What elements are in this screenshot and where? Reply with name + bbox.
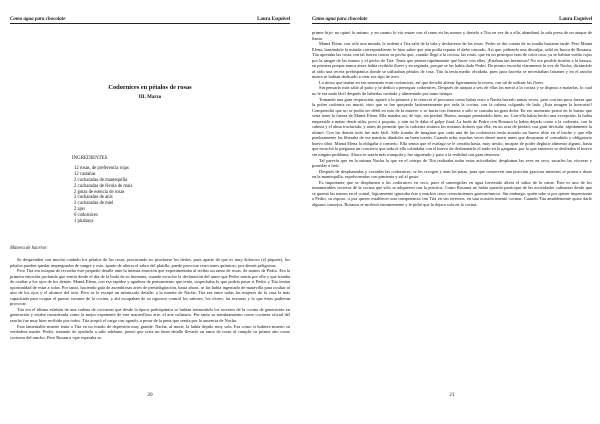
body-paragraph: Mamá Elena, con sólo una mirada, le ordenó a Tita salir de la sala y deshacerse de las rosas. Pedro se dio cuenta de su osadía bastante tarde. Pero Mamá Elena, lanzándole la mirada correspondiente, le hizo saber que aún podía reparar el daño causado. Así que, pidiendo una disculpa, salió en busca de Rosaura. Tita apretaba las rosas con tal fuerza contra su pecho que, cuando llegó a la cocina, las rosas, que en un principio eran de color rosa, ya se habían vuelto rojas por la sangre de las manos y el pecho de Tita. Tenía que pensar rápidamente qué hacer con ellas. ¡Estaban tan hermosas! No era posible tirarlas a la basura, en primera porque nunca antes había recibido flores y en segunda, porque se las había dado Pedro. De pronto escuchó claramente la voz de Nacha, dictándole al oído una receta prehispánica donde se utilizaban pétalos de rosa. Tita la tenía medio olvidada, pues para hacerla se necesitaban faisanes y en el rancho nunca se habían dedicado a criar ese tipo de aves.: [312, 41, 592, 80]
chapter-title: Codornices en pétalos de rosas: [108, 84, 192, 91]
ingredient-item: 1 pitahaya: [74, 219, 94, 225]
chapter-subtitle: III. Marzo: [138, 95, 162, 100]
ingredients-list: [72, 166, 132, 225]
ingredient-item: 2 gotas de esencia de rosas: [74, 189, 125, 195]
ingredient-item: 2 ajos: [74, 207, 86, 213]
page-number: 20: [147, 392, 153, 398]
body-paragraph: Pero Tita era incapaz de recordar este pequeño detalle ante la intensa emoción que experimentaba al recibir un ramo de rosas, de manos de Pedro. Era la primera emoción profunda que sentía desde el día de la boda de su hermana, cuando escuchó la declaración del amor que Pedro sentía por ella y que trataba de ocultar a los ojos de los demás. Mamá Elena, con esa rapidez y agudeza de pensamiento que tenía, sospechaba lo que podría pasar si Pedro y Tita tenían oportunidad de estar a solas. Por tanto, haciendo gala de asombrosas artes de prestidigitación, hasta ahora, se las había ingeniado de maravilla para ocultar al uno de los ojos y el alcance del otro. Pero se le escapó un minúsculo detalle: a la muerte de Nacha, Tita era entre todas las mujeres de la casa la más capacitada para ocupar el puesto vacante de la cocina, y ahí escapaban de su riguroso control los sabores, los olores, las texturas y lo que éstas pudieran provocar.: [10, 268, 290, 307]
body-paragraph: Tal parecía que en la misma Nacha la que en el cuerpo de Tita realizaba todas estas actividades: desplumar las aves en seco, sacarles las vísceras y ponerlas a freír.: [312, 157, 592, 169]
right-page: [310, 0, 594, 424]
left-page-header: [10, 17, 290, 24]
body-paragraph: Tita era el último eslabón de una cadena de cocineras que desde la época prehispánica se habían transmitido los secretos de la cocina de generación en generación y estaba considerada como la mejor exponente de este maravilloso arte, el arte culinario. Por tanto su nombramiento como cocinera oficial del rancho fue muy bien recibido por todos. Tita aceptó el cargo con agrado, a pesar de la pena que sentía por la ausencia de Nacha.: [10, 306, 290, 324]
header-author: Laura Esquivel: [257, 17, 290, 22]
ingredient-item: 12 rosas, de preferencia rojas: [74, 165, 129, 171]
ingredients-heading: INGREDIENTES: [72, 156, 108, 161]
ingredient-item: 6 codornices: [74, 213, 98, 219]
ingredient-item: 2 cucharadas de miel: [74, 201, 114, 207]
body-paragraph: Después de desplumadas y vaciadas las codornices, se les recogen y atan las patas, para que conserven una posición graciosa mientras se ponen a dorar en la mantequilla, espolvoreadas con pimienta y sal al gusto.: [312, 168, 592, 180]
ingredient-item: 2 cucharadas de anís: [74, 195, 113, 201]
body-paragraph: Es importante que se desplumen a las codornices en seco, pues el sumergirlas en agua hirviendo altera el sabor de la carne. Éste es uno de los innumerables secretos de la cocina que sólo se adquieren con la práctica. Como Rosaura no había querido participar de las actividades culinarias desde que se quemó las manos en el comal, lógicamente ignoraba éste y muchos otros conocimientos gastronómicos. Sin embargo, quién sabe si por querer impresionar a Pedro, su esposo, o por querer establecer una competencia con Tita en sus terrenos, en una ocasión intentó cocinar. Cuando Tita amablemente quiso darle algunos consejos, Rosaura se molestó enormemente y le pidió que la dejara sola en la cocina.: [312, 179, 592, 207]
left-page-body: [10, 257, 290, 340]
ingredient-item: 2 cucharadas de fécula de maíz: [74, 183, 133, 189]
ingredient-item: 2 cucharadas de mantequilla: [74, 177, 128, 183]
header-book-title: Como agua para chocolate: [10, 17, 66, 22]
ingredient-item: 12 castañas: [74, 171, 96, 177]
body-paragraph: Esta lamentable muerte tenía a Tita en un estado de depresión muy grande. Nacha, al morir, la había dejado muy sola. Era como si hubiera muerto su verdadera madre. Pedro, tratando de ayudarla a salir adelante, pensó que sería un buen detalle llevarle un ramo de rosas al cumplir su primer año como cocinera del rancho. Pero Rosaura -que esperaba su: [10, 323, 290, 340]
body-paragraph: Lo único que tenían en ese momento eran codornices, así que decidió alterar ligeramente la receta, con tal de utilizar las flores.: [319, 79, 545, 85]
body-paragraph: Sin pensarlo más salió al patio y se dedicó a perseguir codornices. Después de atrapar a seis de ellas las metió a la cocina y se dispuso a matarlas, lo cual no le era nada fácil después de haberlas cuidado y alimentado por tanto tiempo.: [312, 85, 592, 97]
body-paragraph: primer hijo- no opinó lo mismo, y en cuanto lo vio entrar con el ramo en las manos y darselo a Tita en vez de a ella, abandonó la sala presa de un ataque de llanto.: [312, 30, 592, 41]
ingredients-block: [72, 156, 132, 225]
right-page-header: [312, 17, 592, 24]
left-page: [8, 0, 292, 424]
right-page-body: [312, 30, 592, 208]
page-number: 21: [449, 392, 455, 398]
preparation-label: Manera de hacerse:: [10, 246, 48, 251]
header-book-title: Como agua para chocolate: [312, 17, 368, 22]
header-author: Laura Esquivel: [559, 17, 592, 22]
body-paragraph: Tomando una gran respiración, agarró a la primera y le retorció el pescuezo como había visto a Nacha hacerlo tantas veces, pero con tan poca fuerza que la pobre codorniz no murió, sino que se fue quejando lastimeramente por toda la cocina, con la cabeza colgando de lado. ¡Esta imagen la horrorizó! Comprendió que no se podía ser débil en esto de la muerte: o se hacía con firmeza o sólo se causaba un gran dolor. En ese momento pensó en lo bueno que sería tener la fuerza de Mamá Elena. Ella mataba así, de tajo, sin piedad. Bueno, aunque pensándolo bien, no. Con ella había hecho una excepción, la había empezado a matar desde niña, poco a poquito, y aún no le daba el golpe final. La boda de Pedro con Rosaura la había dejado como a la codorniz, con la cabeza y el alma fracturada, y antes de permitir que la codorniz sintiera los mismos dolores que ella, en un acto de piedad, con gran decisión, rápidamente la ultimó. Con las demás todo fue más fácil. Sólo trataba de imaginar que cada una de las codornices tenía atorado un huevo tibio en el buche y que ella piadosamente las liberaba de ese martirio dándoles un buen torzón. Cuando niña, muchas veces deseó morir antes que desayunar el consabido y obligatorio huevo tibio. Mamá Elena la obligaba a comerlo. Ella sentía que el esófago se le cerraba hasta, muy tiesito, incapaz de poder deglutir alimento alguno, hasta que escuchó la pregunta un concierto que toda el ella colindaba con el huevo de desbaratarlo el nudo en la garganta, por lo que entonces se deslizaba el huevo sin ningún problema. Ahora se sentía más tranquila y fue siguiendo y paso a la realidad con gran destreza.: [312, 96, 592, 158]
body-paragraph: Se desprenden con mucho cuidado los pétalos de las rosas, procurando no pincharse los dedos, pues aparte de que es muy doloroso (el piquete), los pétalos pueden quedar impregnados de sangre y esto, aparte de alterar el sabor del platillo, puede provocar reacciones químicas, por demás peligrosas.: [10, 257, 290, 268]
